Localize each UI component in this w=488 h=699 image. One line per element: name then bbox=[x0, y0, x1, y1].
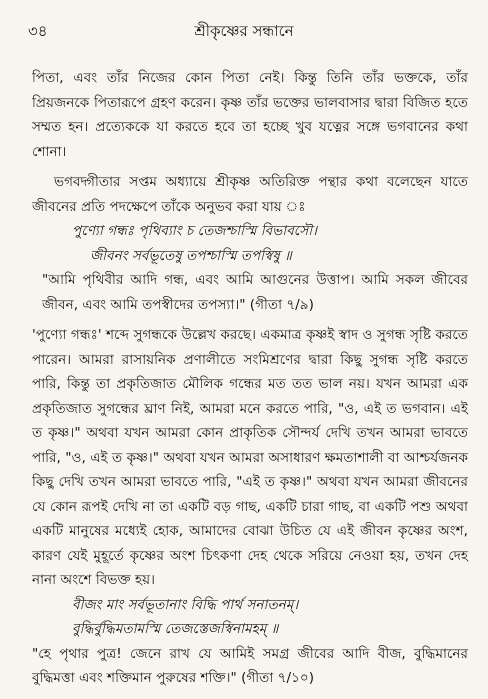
paragraph: পিতা, এবং তাঁর নিজের কোন পিতা নেই। কিন্তু তিনি তাঁর ভক্তকে, তাঁর প্রিয়জনকে পিতারূপে গ্রহণ করেন। কৃষ্ণ তাঁর ভক্তের ভালবাসার দ্বারা বিজিত হতে সম্মত হন। প্রত্যেককে যা করতে হবে তা হচ্ছে খুব যত্নের সঙ্গে ভগবানের কথা শোনা। bbox=[32, 70, 468, 160]
verse-line: জীবনং সর্বভূতেষু তপশ্চাস্মি তপস্বিষু ॥ bbox=[90, 247, 292, 264]
running-title: শ্রীকৃষ্ণের সন্ধানে bbox=[194, 22, 294, 40]
page-number: ৩৪ bbox=[28, 22, 48, 40]
verse-translation: "হে পৃথার পুত্র! জেনে রাখ যে আমিই সমগ্র জীবের আদি বীজ, বুদ্ধিমানের বুদ্ধিমত্তা এবং শক্তিমান পুরুষের শক্তি।" (গীতা ৭/১০) bbox=[32, 645, 468, 686]
verse-line: পুণ্যো গন্ধঃ পৃথিব্যাং চ তেজশ্চাস্মি বিভাবসৌ। bbox=[72, 223, 317, 239]
page-body bbox=[32, 66, 468, 691]
verse-line: বুদ্ধির্বুদ্ধিমতামস্মি তেজস্তেজস্বিনামহম্ ॥ bbox=[72, 621, 279, 637]
verse-line: বীজং মাং সর্বভূতানাং বিদ্ধি পার্থ সনাতনম্। bbox=[72, 596, 299, 613]
verse-translation: "আমি পৃথিবীর আদি গন্ধ, এবং আমি আগুনের উত্তাপ। আমি সকল জীবের জীবন, এবং আমি তপস্বীদের তপস্যা।" (গীতা ৭/৯) bbox=[42, 272, 468, 313]
paragraph: ভগবদ্গীতার সপ্তম অধ্যায়ে শ্রীকৃষ্ণ অতিরিক্ত পন্থার কথা বলেছেন যাতে জীবনের প্রতি পদক্ষেপে তাঁকে অনুভব করা যায় ঃ bbox=[32, 174, 468, 215]
paragraph: 'পুণ্যো গন্ধঃ' শব্দে সুগন্ধকে উল্লেখ করছে। একমাত্র কৃষ্ণই স্বাদ ও সুগন্ধ সৃষ্টি করতে পারেন। আমরা রাসায়নিক প্রণালীতে সংমিশ্রণের দ্বারা কিছু সুগন্ধ সৃষ্টি করতে পারি, কিন্তু তা প্রকৃতিজাত মৌলিক গন্ধের মত তত ভাল নয়। যখন আমরা এক প্রকৃতিজাত সুগন্ধের ঘ্রাণ নিই, আমরা মনে করতে পারি, "ও, এই ত ভগবান। এই ত কৃষ্ণ।" অথবা যখন আমরা কোন প্রাকৃতিক সৌন্দর্য দেখি তখন আমরা ভাবতে পারি, "ও, এই ত কৃষ্ণ।" অথবা যখন আমরা অসাধারণ ক্ষমতাশালী বা আশ্চর্যজনক কিছু দেখি তখন আমরা ভাবতে পারি, "এই ত কৃষ্ণ।" অথবা যখন আমরা জীবনের যে কোন রূপই দেখি না তা একটি বড় গাছ, একটি চারা গাছ, বা একটি পশু অথবা একটি মানুষের মধ্যেই হোক, আমাদের বোঝা উচিত যে এই জীবন কৃষ্ণের অংশ, কারণ যেই মুহূর্তে কৃষ্ণের অংশ চিৎকণা দেহ থেকে সরিয়ে নেওয়া হয়, তখন দেহ নানা অংশে বিভক্ত হয়। bbox=[32, 327, 468, 588]
